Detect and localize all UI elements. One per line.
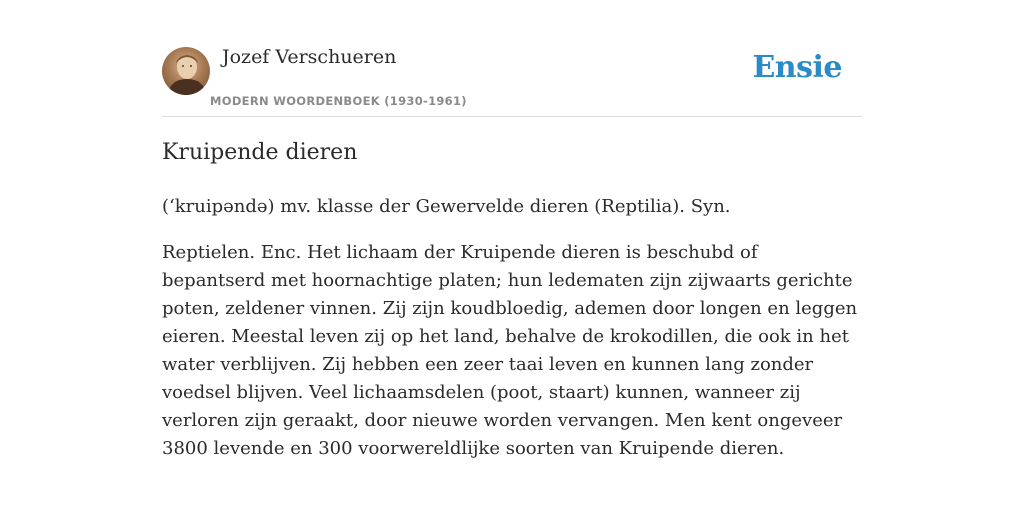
entry-title: Kruipende dieren: [162, 140, 358, 165]
entry-paragraph-2: Reptielen. Enc. Het lichaam der Kruipende dieren is beschubd of bepantserd met hoornachtige platen; hun ledematen zijn zijwaarts gerichte poten, zeldener vinnen. Zij zijn koudbloedig, ademen door longen en leggen eieren. Meestal leven zij op het land, behalve de krokodillen, die ook in het water verblijven. Zij hebben een zeer taai leven en kunnen lang zonder voedsel blijven. Veel lichaamsdelen (poot, staart) kunnen, wanneer zij verloren zijn geraakt, door nieuwe worden vervangen. Men kent ongeveer 3800 levende en 300 voorwereldlijke soorten van Kruipende dieren.: [162, 242, 858, 459]
author-name[interactable]: Jozef Verschueren: [222, 46, 397, 68]
source-dictionary[interactable]: MODERN WOORDENBOEK (1930-1961): [210, 94, 467, 108]
author-portrait-icon: [162, 47, 210, 95]
page-header: [162, 44, 862, 117]
author-avatar[interactable]: [162, 47, 210, 95]
site-logo[interactable]: Ensie: [752, 50, 842, 85]
entry-paragraph-1: (ʻkruipəndə) mv. klasse der Gewervelde dieren (Reptilia). Syn.: [162, 196, 731, 217]
